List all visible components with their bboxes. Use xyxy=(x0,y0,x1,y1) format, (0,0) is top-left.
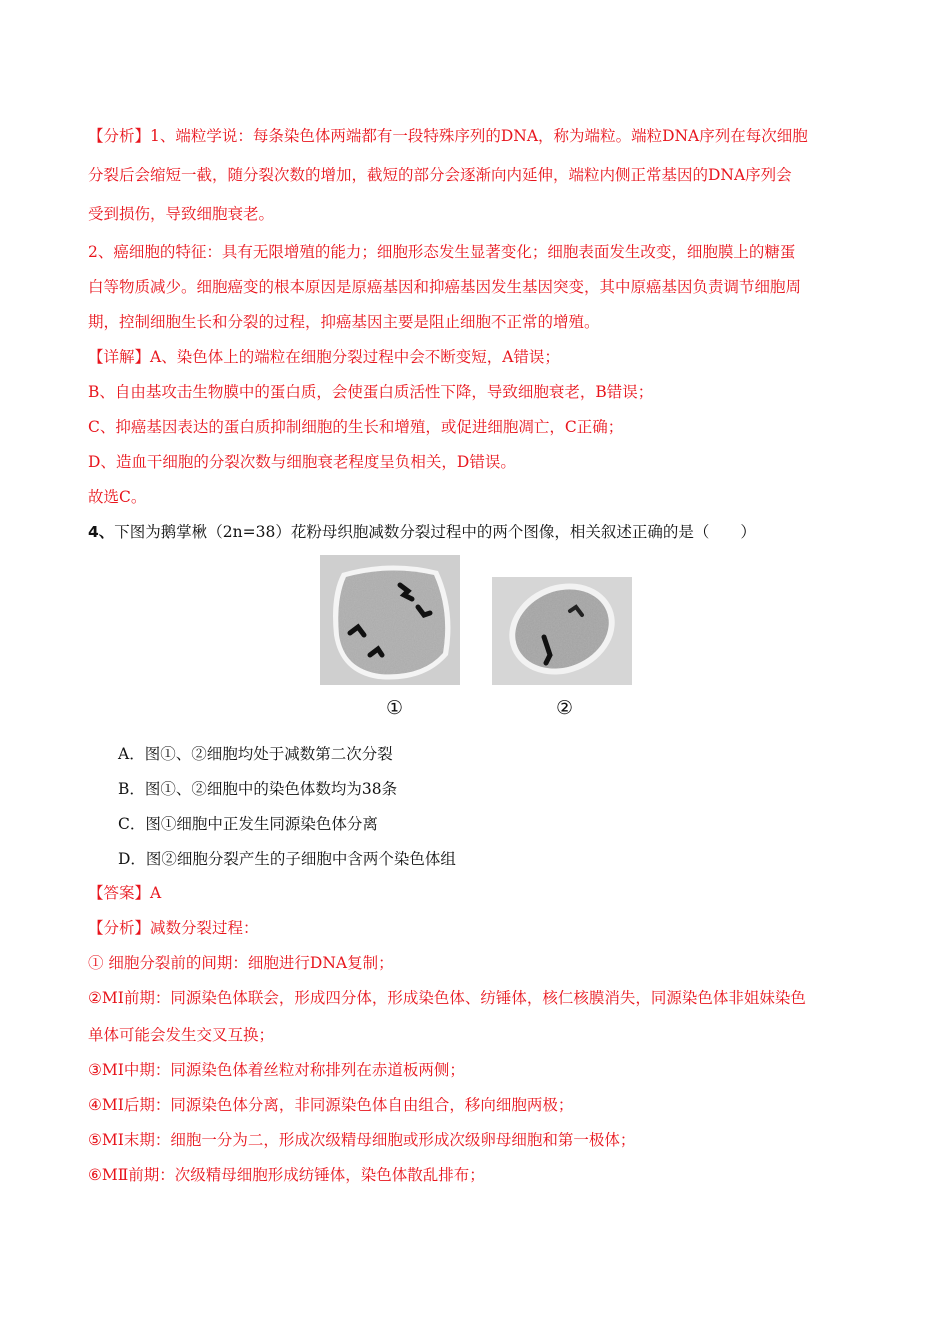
question-text: 下图为鹅掌楸（2n=38）花粉母织胞减数分裂过程中的两个图像，相关叙述正确的是（ ） xyxy=(114,523,756,541)
meiosis-step-2: ②MⅠ前期：同源染色体联会，形成四分体，形成染色体、纺锤体，核仁核膜消失，同源染色体非姐妹染色 xyxy=(88,989,806,1007)
analysis-line-5: 白等物质减少。细胞癌变的根本原因是原癌基因和抑癌基因发生基因突变，其中原癌基因负责调节细胞周 xyxy=(88,278,802,296)
detail-line-2: B、自由基攻击生物膜中的蛋白质，会使蛋白质活性下降，导致细胞衰老，B错误； xyxy=(88,383,654,401)
detail-line-1 xyxy=(88,346,868,368)
analysis-text: 1、端粒学说：每条染色体两端都有一段特殊序列的DNA，称为端粒。端粒DNA序列在每次细胞 xyxy=(150,127,808,145)
option-c[interactable]: C．图①细胞中正发生同源染色体分离 xyxy=(118,815,378,833)
analysis-line-4: 2、癌细胞的特征：具有无限增殖的能力；细胞形态发生显著变化；细胞表面发生改变，细胞膜上的糖蛋 xyxy=(88,243,796,261)
analysis-line-6: 期，控制细胞生长和分裂的过程，抑癌基因主要是阻止细胞不正常的增殖。 xyxy=(88,313,600,331)
answer-value: A xyxy=(150,884,162,902)
detail-tag: 【详解】 xyxy=(88,348,151,366)
meiosis-step-6: ⑥MⅡ前期：次级精母细胞形成纺锤体，染色体散乱排布； xyxy=(88,1166,485,1184)
analysis2-intro xyxy=(88,917,868,939)
question-number: 4、 xyxy=(88,523,115,541)
option-d[interactable]: D．图②细胞分裂产生的子细胞中含两个染色体组 xyxy=(118,850,456,868)
analysis-line-2: 分裂后会缩短一截，随分裂次数的增加，截短的部分会逐渐向内延伸，端粒内侧正常基因的DNA序列会 xyxy=(88,166,792,184)
micrograph-1 xyxy=(320,555,460,685)
detail-line-3: C、抑癌基因表达的蛋白质抑制细胞的生长和增殖，或促进细胞凋亡，C正确； xyxy=(88,418,624,436)
figure-label-2: ② xyxy=(556,697,574,719)
answer-tag: 【答案】 xyxy=(88,884,151,902)
option-b[interactable]: B．图①、②细胞中的染色体数均为38条 xyxy=(118,780,398,798)
detail-conclusion: 故选C。 xyxy=(88,488,147,506)
analysis2-intro-text: 减数分裂过程： xyxy=(150,919,259,937)
analysis2-tag: 【分析】 xyxy=(88,919,151,937)
detail-line-4: D、造血干细胞的分裂次数与细胞衰老程度呈负相关，D错误。 xyxy=(88,453,516,471)
option-a[interactable]: A．图①、②细胞均处于减数第二次分裂 xyxy=(118,745,393,763)
analysis-line-1 xyxy=(88,125,868,147)
micrograph-images xyxy=(320,555,640,725)
analysis-tag: 【分析】 xyxy=(88,127,151,145)
figure-label-1: ① xyxy=(386,697,404,719)
answer-line xyxy=(88,882,868,904)
meiosis-step-5: ⑤MⅠ末期：细胞一分为二，形成次级精母细胞或形成次级卵母细胞和第一极体； xyxy=(88,1131,636,1149)
meiosis-step-3: ③MⅠ中期：同源染色体着丝粒对称排列在赤道板两侧； xyxy=(88,1061,465,1079)
analysis-line-3: 受到损伤，导致细胞衰老。 xyxy=(88,205,275,223)
meiosis-step-4: ④MⅠ后期：同源染色体分离，非同源染色体自由组合，移向细胞两极； xyxy=(88,1096,574,1114)
micrograph-figures xyxy=(320,555,640,725)
detail-text: A、染色体上的端粒在细胞分裂过程中会不断变短，A错误； xyxy=(150,348,560,366)
meiosis-step-1: ① 细胞分裂前的间期：细胞进行DNA复制； xyxy=(88,954,394,972)
meiosis-step-2-cont: 单体可能会发生交叉互换； xyxy=(88,1026,275,1044)
micrograph-2 xyxy=(492,568,632,690)
question-4 xyxy=(88,521,868,543)
